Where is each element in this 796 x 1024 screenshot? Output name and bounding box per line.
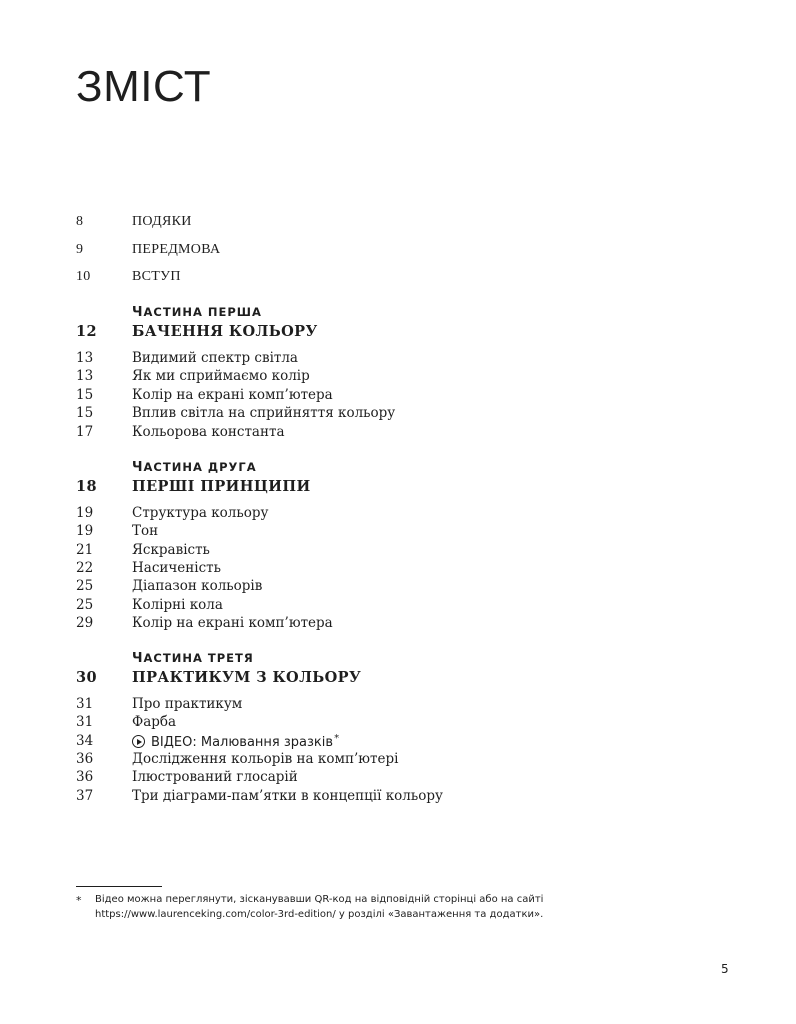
page-ref: 15 [76,387,94,403]
page-ref: 15 [76,405,94,421]
entry-label: Дослідження кольорів на комп’ютері [132,751,399,767]
page-ref: 36 [76,769,94,785]
chapter-page: 18 [76,478,97,495]
footnote-text-line-1: Відео можна переглянути, зісканувавши QR-код на відповідній сторінці або на сайті [95,894,544,905]
entry-label: Про практикум [132,696,243,712]
page-ref: 9 [76,242,84,257]
page-ref: 25 [76,578,94,594]
entry-label: Колір на екрані комп’ютера [132,615,333,631]
page-ref: 13 [76,368,94,384]
part-label: ЧАСТИНА ПЕРША [132,305,262,320]
entry-label: ПЕРЕДМОВА [132,242,221,257]
entry-label: Тон [132,523,159,539]
entry-label: Колірні кола [132,597,223,613]
page-ref: 19 [76,523,94,539]
chapter-title: ПРАКТИКУМ З КОЛЬОРУ [132,669,362,686]
part-label: ЧАСТИНА ТРЕТЯ [132,651,254,666]
entry-label: Ілюстрований глосарій [132,769,298,785]
entry-label: ВСТУП [132,269,181,284]
page-ref: 37 [76,788,94,804]
page-ref: 29 [76,615,94,631]
page-ref: 13 [76,350,94,366]
page-ref: 36 [76,751,94,767]
play-circle-icon [132,735,145,748]
entry-label-video [132,733,339,750]
page-ref: 25 [76,597,94,613]
page-title: ЗМІСТ [76,62,212,111]
page-ref: 8 [76,214,84,229]
chapter-page: 12 [76,323,97,340]
entry-label: Як ми сприймаємо колір [132,368,310,384]
entry-label: ПОДЯКИ [132,214,192,229]
entry-label: Структура кольору [132,505,269,521]
chapter-title: ПЕРШІ ПРИНЦИПИ [132,478,311,495]
part-label: ЧАСТИНА ДРУГА [132,460,257,475]
chapter-title: БАЧЕННЯ КОЛЬОРУ [132,323,318,340]
page-ref: 17 [76,424,94,440]
page-ref: 31 [76,696,94,712]
page-ref: 19 [76,505,94,521]
footnote-text-line-2[interactable]: https://www.laurenceking.com/color-3rd-edition/ у розділі «Завантаження та додатки». [95,909,544,920]
footnote-marker: * [334,733,340,744]
chapter-page: 30 [76,669,97,686]
page-ref: 31 [76,714,94,730]
page-number: 5 [721,962,729,976]
page-ref: 34 [76,733,94,749]
page-ref: 21 [76,542,94,558]
entry-label: Яскравість [132,542,210,558]
entry-label: Діапазон кольорів [132,578,263,594]
entry-label: Насиченість [132,560,221,576]
entry-label: Вплив світла на сприйняття кольору [132,405,396,421]
footnote-divider [76,886,162,887]
entry-label: Фарба [132,714,177,730]
entry-label: Три діаграми-пам’ятки в концепції кольору [132,788,443,804]
footnote-star: * [76,894,82,907]
entry-label: Кольорова константа [132,424,285,440]
page-ref: 22 [76,560,94,576]
video-label: ВІДЕО: Малювання зразків [151,735,334,750]
page-ref: 10 [76,269,91,284]
entry-label: Колір на екрані комп’ютера [132,387,333,403]
entry-label: Видимий спектр світла [132,350,298,366]
